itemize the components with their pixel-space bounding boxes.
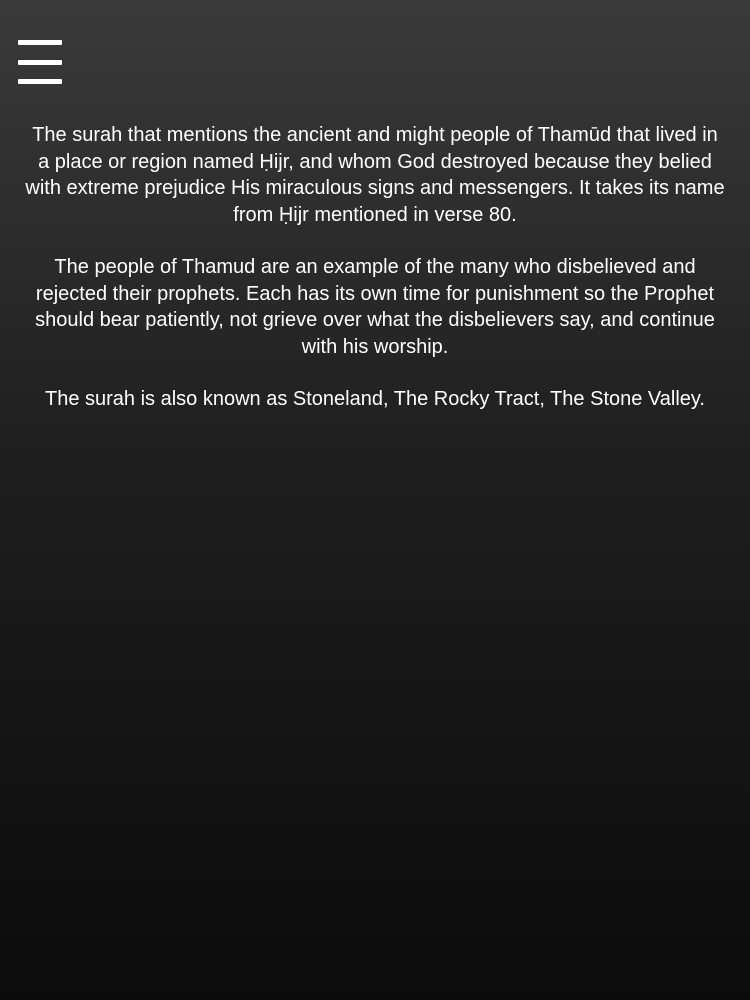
hamburger-menu-icon-bar: [18, 60, 62, 65]
menu-button[interactable]: [18, 40, 62, 84]
hamburger-menu-icon: [18, 40, 62, 45]
description-paragraph-3: The surah is also known as Stoneland, The Rocky Tract, The Stone Valley.: [45, 388, 705, 410]
surah-description: [25, 122, 725, 439]
hamburger-menu-icon-bar: [18, 79, 62, 84]
description-paragraph-2: The people of Thamud are an example of the many who disbelieved and rejected their prophets. Each has its own time for punishment so the Prophet should bear patiently, not grieve over what the disbelievers say, and continue with his worship.: [35, 256, 715, 358]
description-paragraph-1: The surah that mentions the ancient and might people of Thamūd that lived in a place or region named Ḥijr, and whom God destroyed because they belied with extreme prejudice His miraculous signs and messengers. It takes its name from Ḥijr mentioned in verse 80.: [25, 124, 725, 226]
